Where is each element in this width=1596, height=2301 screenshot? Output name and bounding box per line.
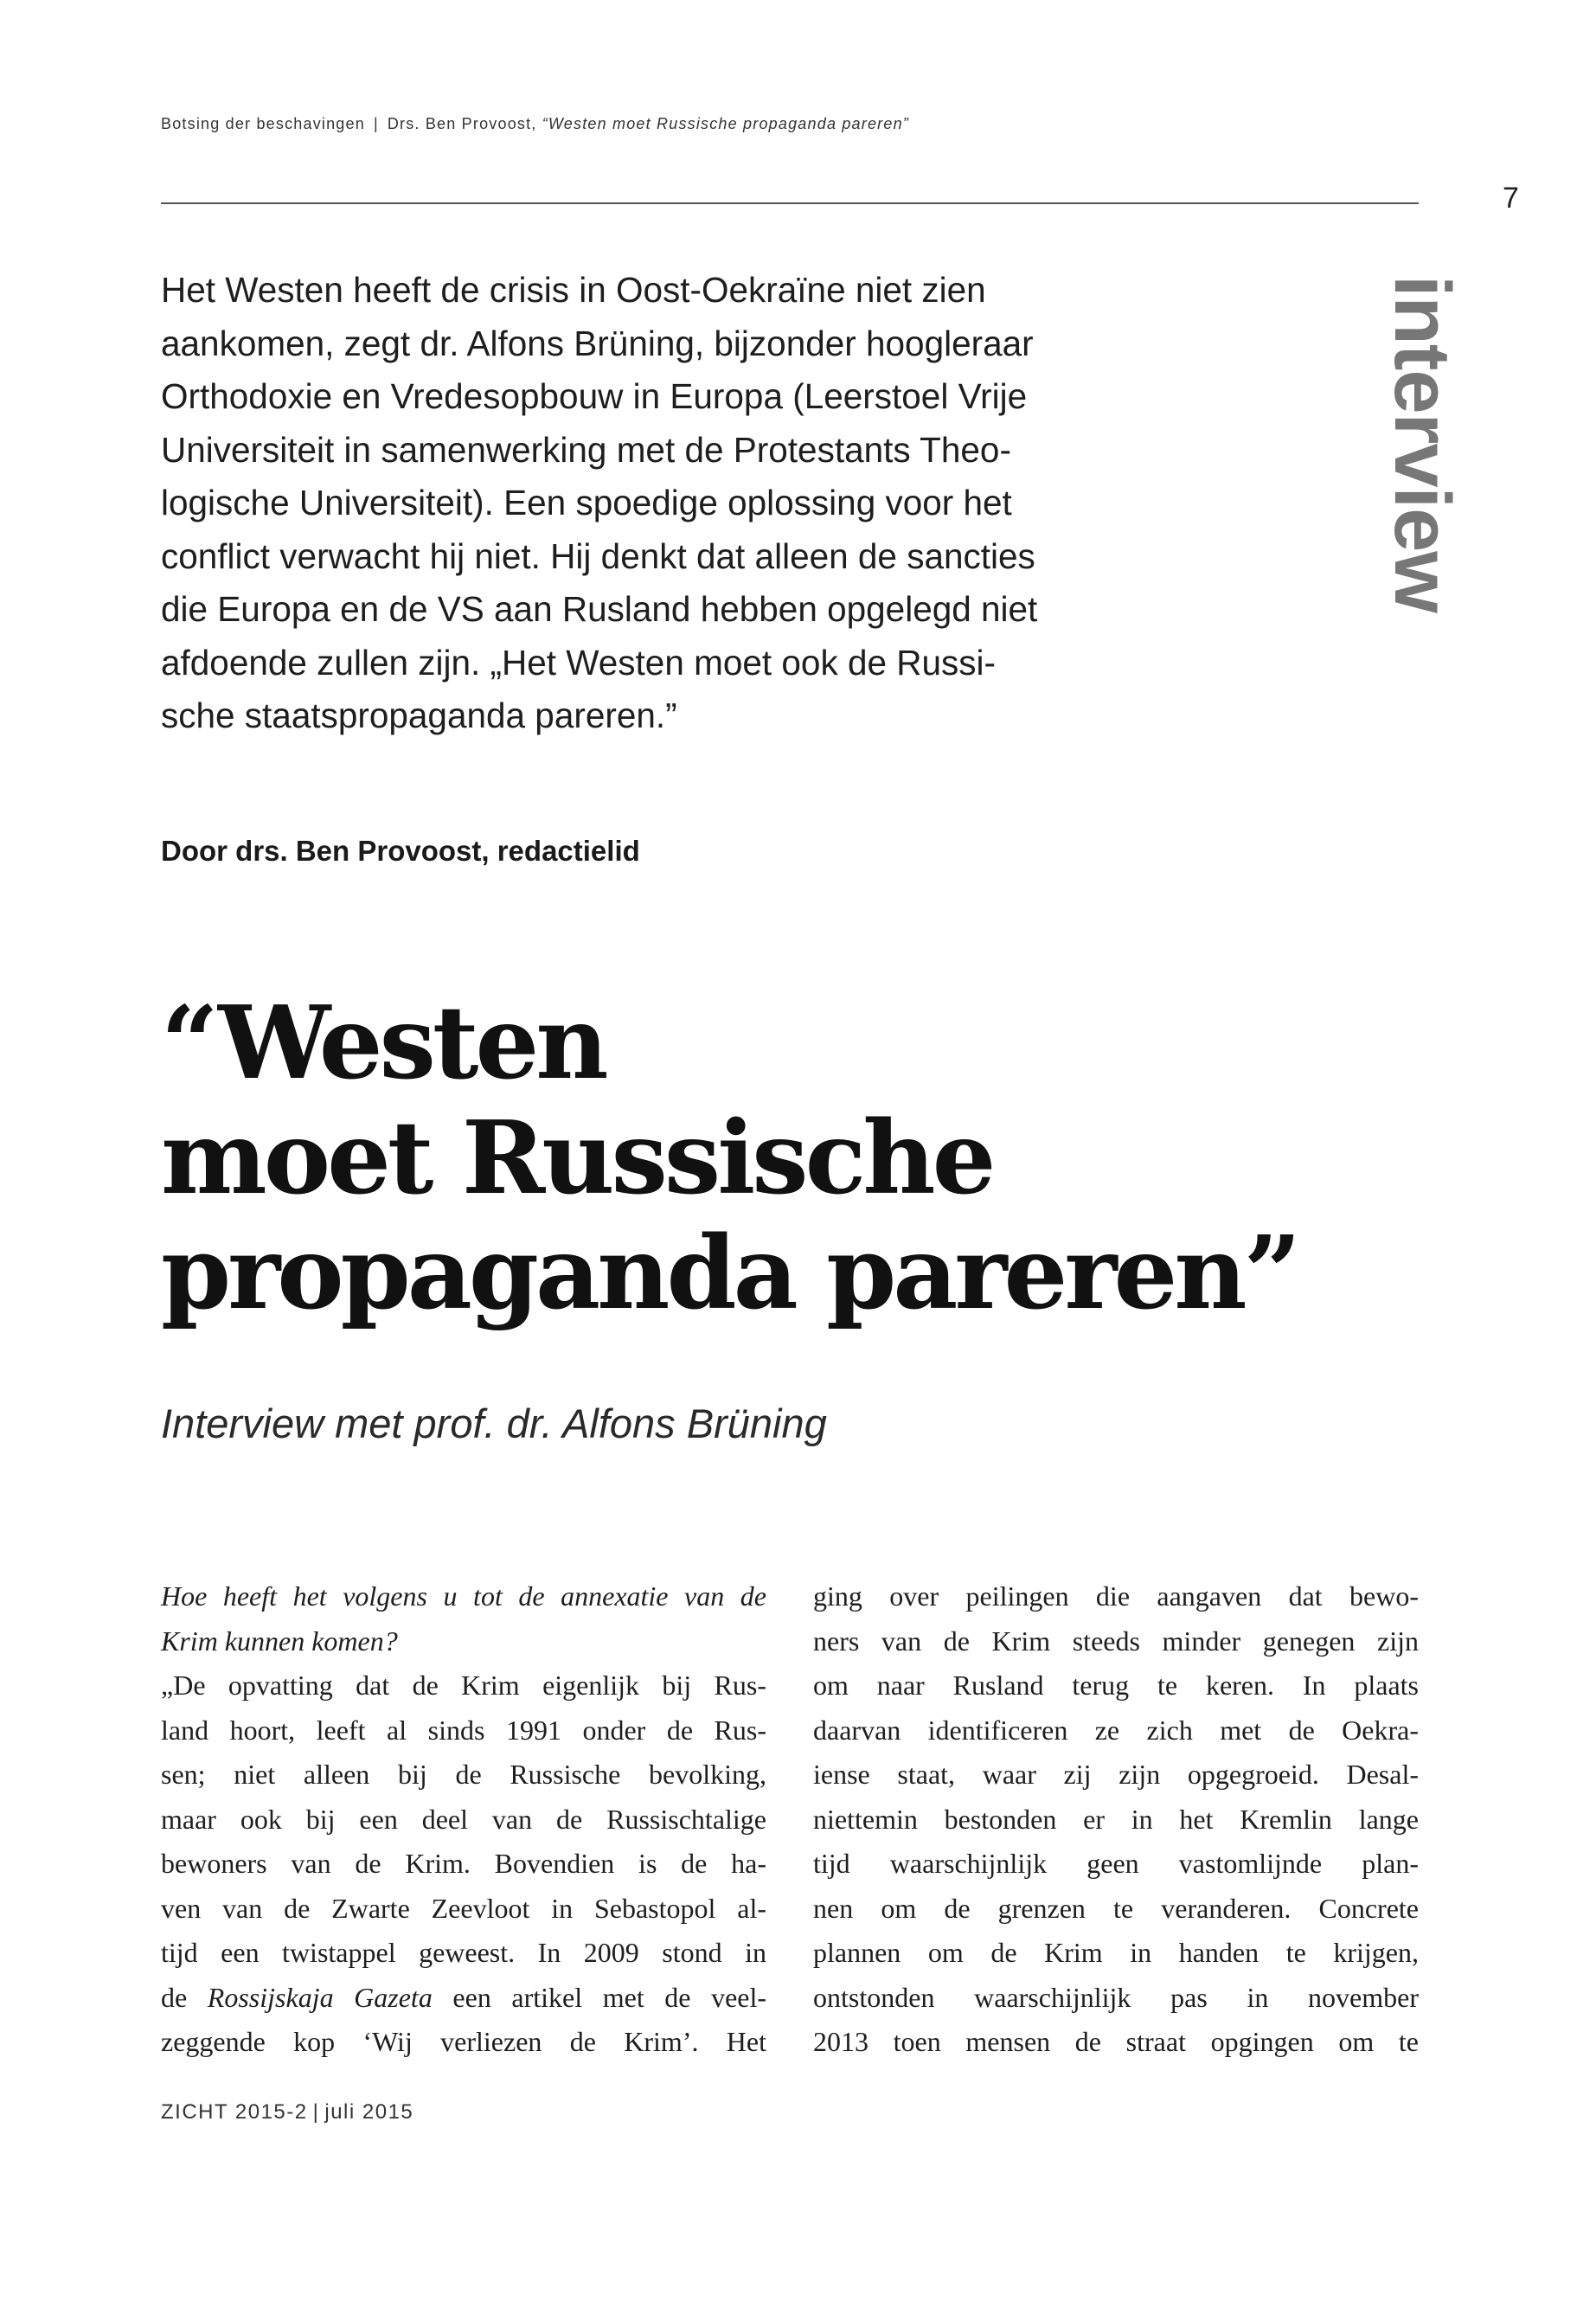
running-head-author: Drs. Ben Provoost, (387, 115, 537, 132)
answer-line: plannen om de Krim in handen te krijgen, (813, 1937, 1419, 1968)
answer-line: ontstonden waarschijnlijk pas in november (813, 1981, 1419, 2013)
page-number: 7 (1503, 182, 1519, 215)
running-head-section: Botsing der beschavingen (161, 115, 365, 132)
answer-line: land hoort, leeft al sinds 1991 onder de Rus- (161, 1714, 766, 1746)
answer-line: niettemin bestonden er in het Kremlin lange (813, 1803, 1419, 1835)
headline-line: propaganda pareren” (161, 1215, 1298, 1332)
headline (161, 986, 1441, 1331)
answer-line: iense staat, waar zij zijn opgegroeid. Desal- (813, 1759, 1419, 1790)
intro-line: Orthodoxie en Vredesopbouw in Europa (Leerstoel Vrije (161, 376, 1028, 416)
answer-text: de (161, 1981, 188, 2013)
footer (161, 2100, 413, 2125)
intro-line: die Europa en de VS aan Rusland hebben opgelegd niet (161, 589, 1038, 629)
answer-line: daarvan identificeren ze zich met de Oekra- (813, 1714, 1419, 1746)
intro-line: logische Universiteit). Een spoedige oplossing voor het (161, 483, 1012, 522)
answer-line: maar ook bij een deel van de Russischtalige (161, 1803, 766, 1835)
running-head-title: “Westen moet Russische propaganda pareren” (542, 115, 909, 132)
answer-line: tijd waarschijnlijk geen vastomlijnde plan- (813, 1848, 1419, 1879)
section-label: interview (1378, 275, 1466, 612)
body-column-left (161, 1574, 766, 2065)
intro-line: conflict verwacht hij niet. Hij denkt dat alleen de sancties (161, 535, 1035, 576)
intro-line: sche staatspropaganda pareren.” (161, 695, 677, 735)
publication-title: Rossijskaja Gazeta (207, 1981, 433, 2013)
answer-line: om naar Rusland terug te keren. In plaats (813, 1670, 1419, 1701)
answer-line: sen; niet alleen bij de Russische bevolking, (161, 1759, 766, 1790)
headline-line: “Westen (161, 984, 606, 1102)
footer-separator: | (312, 2100, 320, 2124)
running-head (161, 115, 909, 133)
answer-line: bewoners van de Krim. Bovendien is de ha- (161, 1848, 766, 1879)
answer-text: een artikel met de veel- (452, 1981, 767, 2013)
answer-line: ven van de Zwarte Zeevloot in Sebastopol al- (161, 1892, 766, 1924)
intro-paragraph (161, 264, 1121, 743)
answer-line: zeggende kop ‘Wij verliezen de Krim’. Het (161, 2026, 766, 2057)
body-column-right (813, 1574, 1419, 2065)
question-line: Hoe heeft het volgens u tot de annexatie van de (161, 1580, 766, 1612)
intro-line: aankomen, zegt dr. Alfons Brüning, bijzonder hoogleraar (161, 323, 1034, 363)
footer-date: juli 2015 (324, 2100, 414, 2124)
answer-line: nen om de grenzen te veranderen. Concrete (813, 1892, 1419, 1924)
subtitle: Interview met prof. dr. Alfons Brüning (161, 1400, 827, 1446)
header-rule (161, 202, 1419, 204)
intro-line: afdoende zullen zijn. „Het Westen moet ook de Russi- (161, 642, 996, 683)
answer-line: ging over peilingen die aangaven dat bewo- (813, 1580, 1419, 1612)
answer-line-with-title (161, 1976, 766, 2021)
answer-line: 2013 toen mensen de straat opgingen om te (813, 2026, 1419, 2057)
intro-line: Het Westen heeft de crisis in Oost-Oekraïne niet zien (161, 270, 986, 310)
intro-line: Universiteit in samenwerking met de Protestants Theo- (161, 429, 1011, 470)
answer-line: „De opvatting dat de Krim eigenlijk bij Rus- (161, 1670, 766, 1701)
answer-line: tijd een twistappel geweest. In 2009 stond in (161, 1937, 766, 1968)
footer-journal: ZICHT 2015-2 (161, 2100, 308, 2124)
question-line: Krim kunnen komen? (161, 1625, 398, 1657)
answer-line: ners van de Krim steeds minder genegen zijn (813, 1625, 1419, 1657)
byline: Door drs. Ben Provoost, redactielid (161, 835, 640, 867)
running-head-separator: | (373, 115, 379, 132)
headline-line: moet Russische (161, 1099, 993, 1217)
